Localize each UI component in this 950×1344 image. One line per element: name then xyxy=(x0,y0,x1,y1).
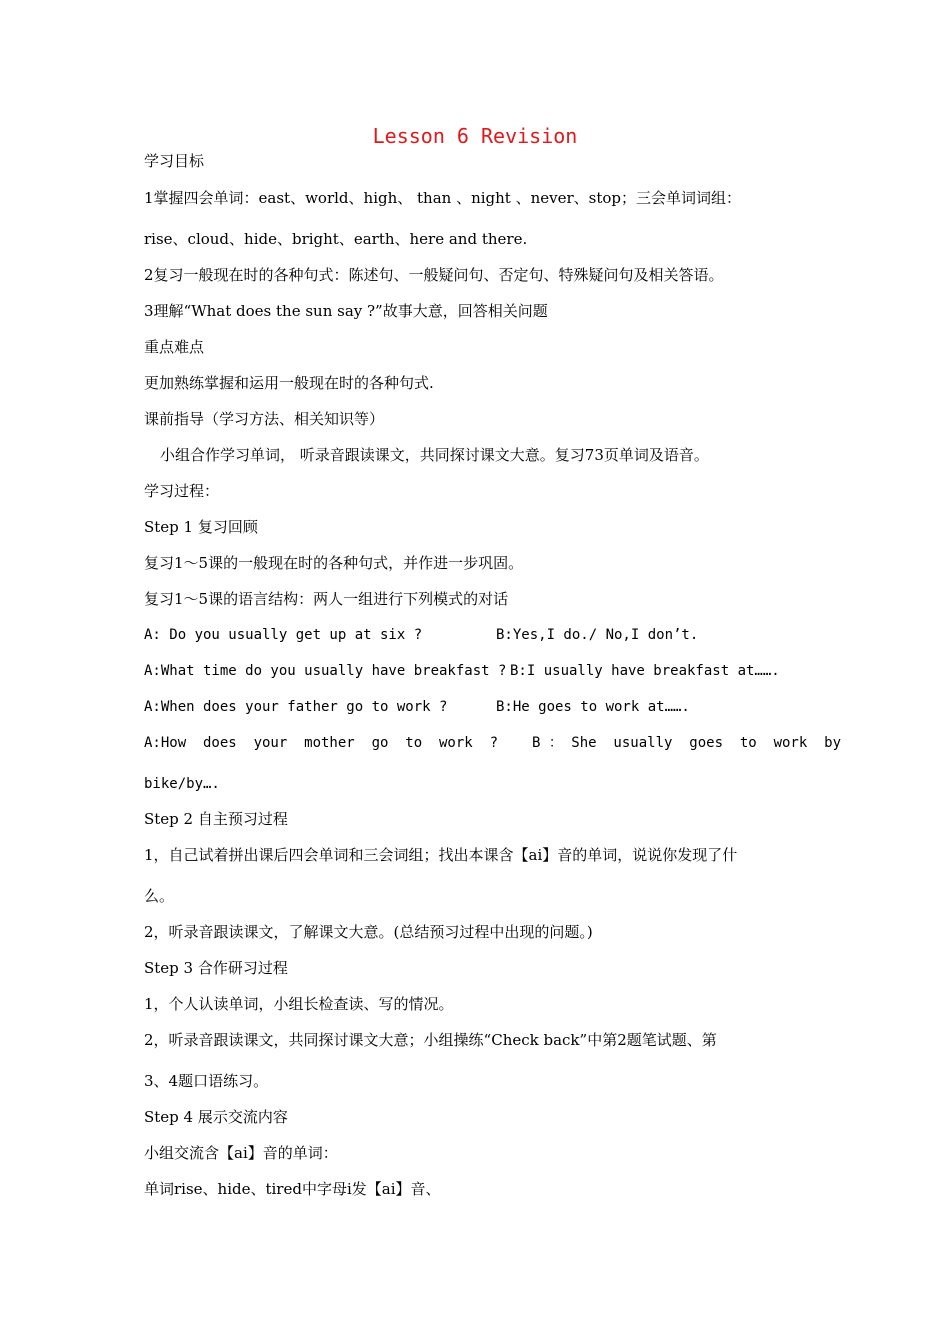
dialogue-line-4-continued: bike/by…. xyxy=(144,776,220,792)
dialogue-line-4-question: A:How does your mother go to work ? xyxy=(144,735,499,751)
dialogue-line-4-answer: B ： She usually goes to work by xyxy=(532,735,842,751)
objective-2: 2复习一般现在时的各种句式：陈述句、一般疑问句、否定句、特殊疑问句及相关答语。 xyxy=(144,266,724,284)
pre-class-guidance-text: 小组合作学习单词， 听录音跟读课文，共同探讨课文大意。复习73页单词及语音。 xyxy=(160,446,709,464)
step-1-text-2: 复习1～5课的语言结构：两人一组进行下列模式的对话 xyxy=(144,590,509,608)
step-2-item-2: 2，听录音跟读课文，了解课文大意。(总结预习过程中出现的问题。) xyxy=(144,923,593,941)
objective-1-continued: rise、cloud、hide、bright、earth、here and there. xyxy=(144,230,528,248)
step-3-item-2-continued: 3、4题口语练习。 xyxy=(144,1072,269,1090)
dialogue-line-2 xyxy=(144,660,824,682)
step-4-text-2: 单词rise、hide、tired中字母i发【ai】音、 xyxy=(144,1180,441,1198)
step-2-heading: Step 2 自主预习过程 xyxy=(144,810,288,828)
dialogue-line-4 xyxy=(144,732,842,754)
step-3-item-1: 1，个人认读单词，小组长检查读、写的情况。 xyxy=(144,995,454,1013)
dialogue-line-3 xyxy=(144,696,824,718)
section-heading-objectives: 学习目标 xyxy=(144,152,205,170)
key-points-text: 更加熟练掌握和运用一般现在时的各种句式. xyxy=(144,374,434,392)
step-1-text-1: 复习1～5课的一般现在时的各种句式，并作进一步巩固。 xyxy=(144,554,524,572)
dialogue-line-2-answer: B:I usually have breakfast at……. xyxy=(510,663,780,679)
dialogue-line-1-answer: B:Yes,I do./ No,I don’t. xyxy=(496,627,699,643)
step-3-heading: Step 3 合作研习过程 xyxy=(144,959,288,977)
step-1-heading: Step 1 复习回顾 xyxy=(144,518,258,536)
step-3-item-2: 2，听录音跟读课文，共同探讨课文大意；小组操练“Check back”中第2题笔试题、第 xyxy=(144,1031,717,1049)
objective-1: 1掌握四会单词：east、world、high、 than 、night 、never、stop；三会单词词组： xyxy=(144,189,742,207)
step-2-item-1-continued: 么。 xyxy=(144,887,175,905)
dialogue-line-1-question: A: Do you usually get up at six ? xyxy=(144,627,423,643)
document-title: Lesson 6 Revision xyxy=(372,124,578,148)
section-heading-key-points: 重点难点 xyxy=(144,338,205,356)
dialogue-line-2-question: A:What time do you usually have breakfast ? xyxy=(144,663,507,679)
section-heading-learning-process: 学习过程： xyxy=(144,482,220,500)
objective-3: 3理解“What does the sun say ?”故事大意，回答相关问题 xyxy=(144,302,548,320)
section-heading-pre-class-guidance: 课前指导（学习方法、相关知识等） xyxy=(144,410,385,428)
step-4-text-1: 小组交流含【ai】音的单词： xyxy=(144,1144,338,1162)
dialogue-line-1 xyxy=(144,624,824,646)
step-2-item-1: 1，自己试着拼出课后四会单词和三会词组；找出本课含【ai】音的单词，说说你发现了什 xyxy=(144,846,738,864)
step-4-heading: Step 4 展示交流内容 xyxy=(144,1108,288,1126)
dialogue-line-3-answer: B:He goes to work at……. xyxy=(496,699,690,715)
dialogue-line-3-question: A:When does your father go to work ? xyxy=(144,699,448,715)
